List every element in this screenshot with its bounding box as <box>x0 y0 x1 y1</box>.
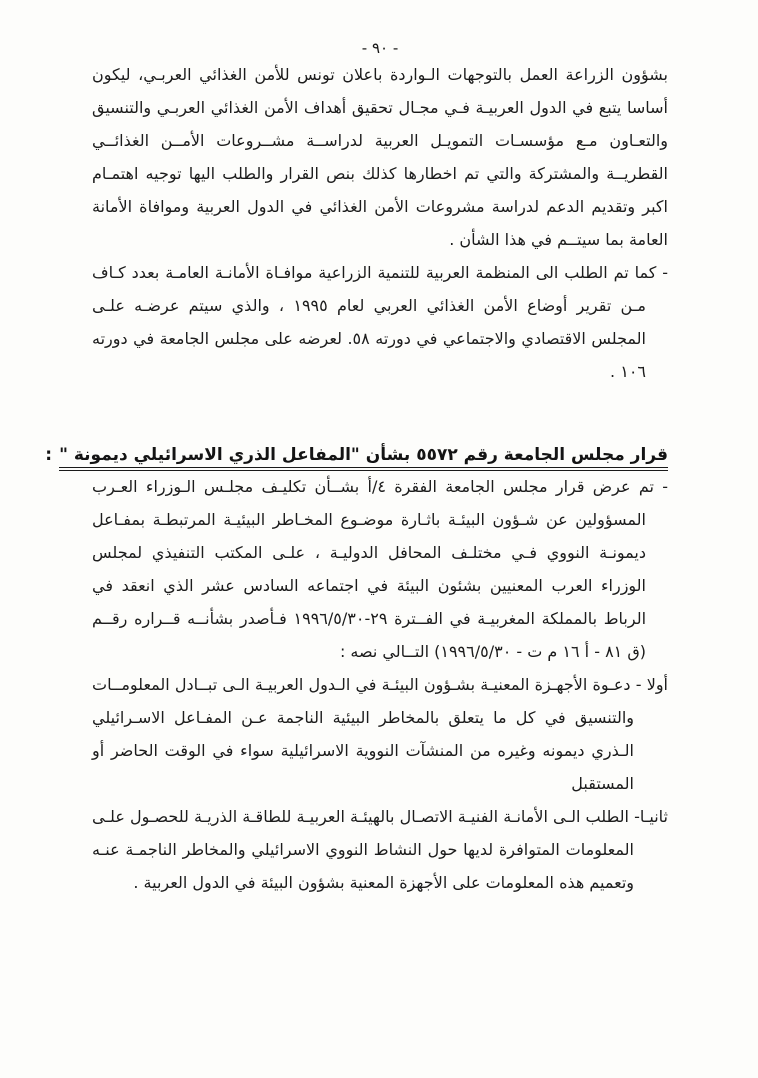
clause-second-text: الطلب الـى الأمانـة الفنيـة الاتصـال بالهيئـة العربيـة للطاقـة الذريـة للحصـول علـى المعلومات المتوافرة لديها حول النشاط النووي الاسرائيلي والمخاطر الناجمـة عنـه وتعميم هذه المعلومات على الأجهزة المعنية بشؤون البيئة في الدول العربية . <box>92 807 634 892</box>
paragraph-aoad-report-request <box>92 256 668 388</box>
paragraph-resolution-text: تم عرض قرار مجلس الجامعة الفقرة ٤/أ بشــأن تكليـف مجلـس الـوزراء العـرب المسؤولين عن شـؤون البيئـة باثـارة موضـوع المخـاطر البيئيـة المرتبطـة بمفـاعل ديمونـة النووي فـي مختلـف المحافل الدوليـة ، علـى المكتب التنفيذي لمجلس الوزراء العرب المعنيين بشئون البيئة في اجتماعه السادس عشر الذي انعقد في الرباط بالمملكة المغربيـة في الفــترة ٢٩-١٩٩٦/٥/٣٠ فـأصدر بشأنــه قــراره رقــم (ق ٨١ - أ ١٦ م ت - ١٩٩٦/٥/٣٠) التــالي نصه : <box>92 477 654 661</box>
page-content <box>45 0 669 899</box>
clause-second-label: ثانيـا- <box>634 807 669 826</box>
paragraph-resolution-presentation <box>92 470 668 668</box>
page-number: - ٩٠ - <box>361 39 399 57</box>
heading-underlined-text: قرار مجلس الجامعة رقم ٥٥٧٢ بشأن "المفاعل الذري الاسرائيلي ديمونة " <box>59 445 668 471</box>
dash-bullet: - <box>662 477 669 496</box>
section-heading-resolution-5572 <box>45 440 668 470</box>
paragraph-aoad-report-text: كما تم الطلب الى المنظمة العربية للتنمية الزراعية موافـاة الأمانـة العامـة بعدد كـاف مـن تقرير أوضاع الأمن الغذائي العربي لعام ١٩٩٥ ، والذي سيتم عرضـه علـى المجلس الاقتصادي والاجتماعي في دورته ٥٨. لعرضه على مجلس الجامعة في دورته ١٠٦ . <box>92 263 657 381</box>
heading-colon: : <box>45 445 53 465</box>
dash-bullet: - <box>662 263 669 282</box>
paragraph-clause-first <box>92 668 668 800</box>
clause-first-text: دعـوة الأجهـزة المعنيـة بشـؤون البيئـة في الـدول العربيـة الـى تبــادل المعلومــات والتنسيق في كل ما يتعلق بالمخاطر البيئية الناجمة عـن المفـاعل الاسـرائيلي الـذري ديمونه وغيره من المنشآت النووية الاسرائيلية سواء في الوقت الحاضر أو المستقبل <box>92 675 634 793</box>
clause-first-label: أولا - <box>635 675 668 694</box>
paragraph-food-security-followup: بشؤون الزراعة العمل بالتوجهات الـواردة باعلان تونس للأمن الغذائي العربـي، ليكون أساسا يتبع في الدول العربيـة فـي مجـال تحقيق أهداف الأمن الغذائي العربـي والتنسيق والتعـاون مـع مؤسسـات التمويـل العربية لدراســة مشــروعات الأمــن الغذائــي القطريــة والمشتركة والتي تم اخطارها كذلك بنص القرار والطلب اليها توجيه اهتمـام اكبر وتقديم الدعم لدراسة مشروعات الأمن الغذائي في الدول العربية وموافاة الأمانة العامة بما سيتــم في هذا الشأن . <box>92 65 668 249</box>
paragraph-clause-second <box>92 800 668 899</box>
